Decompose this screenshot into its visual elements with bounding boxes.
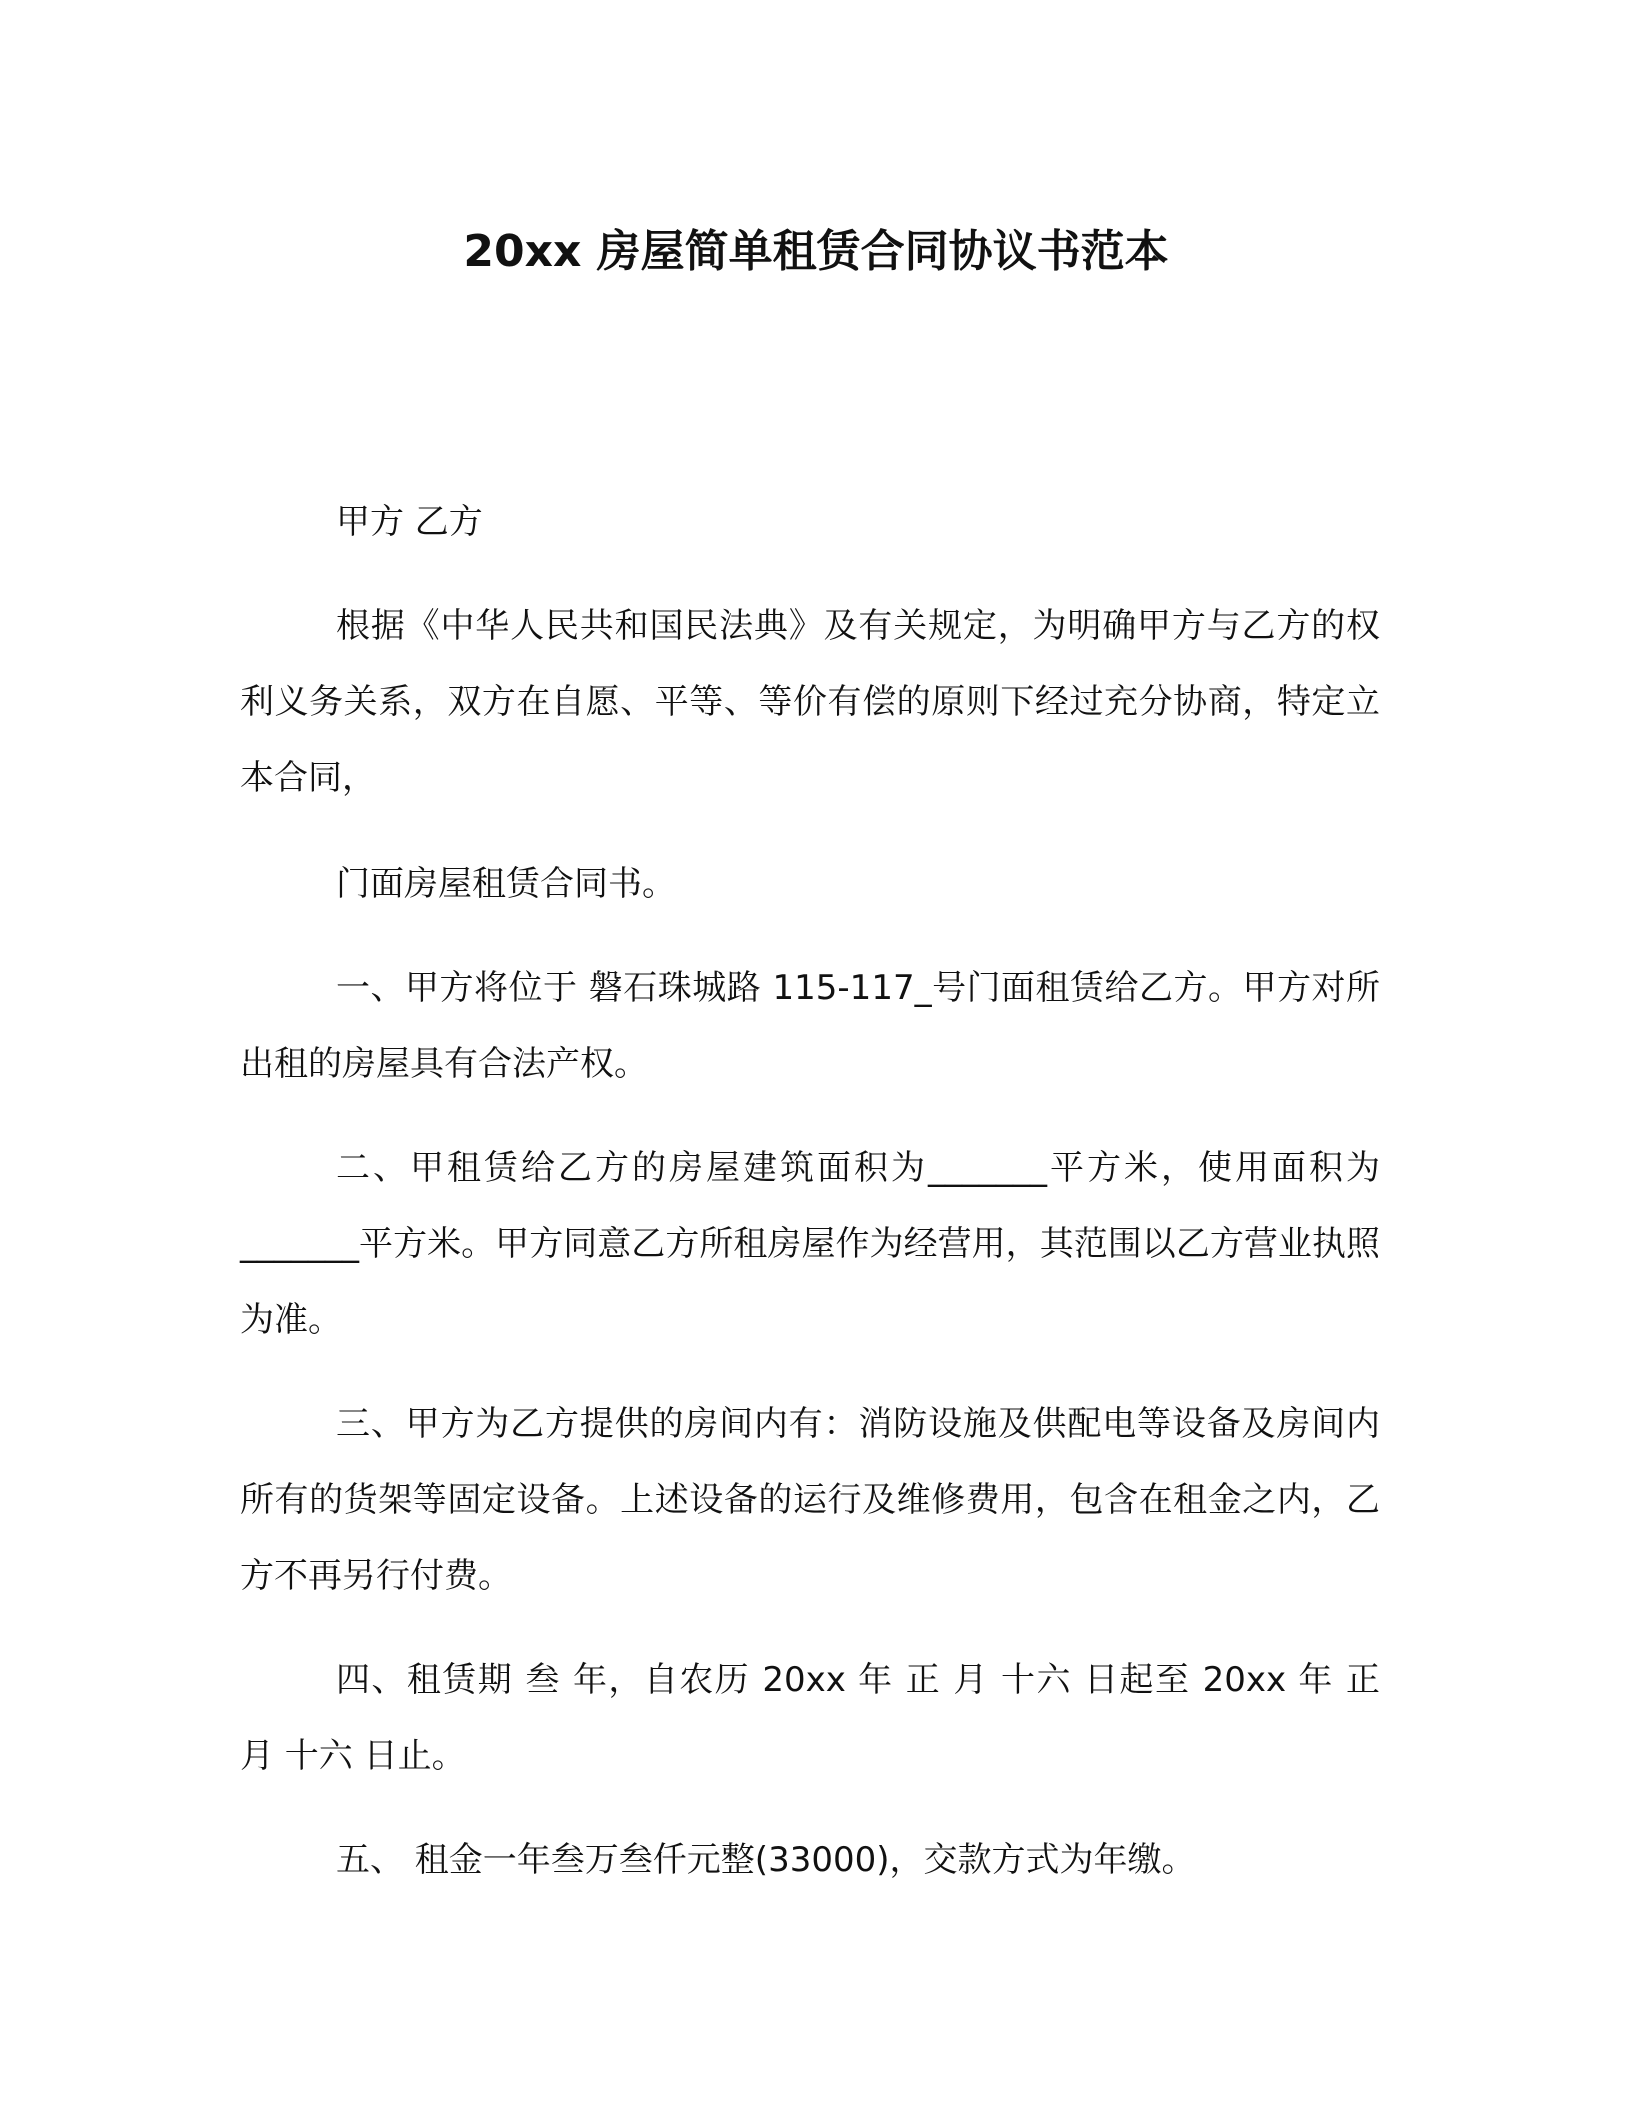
clause-4: 四、租赁期 叁 年，自农历 20xx 年 正 月 十六 日起至 20xx 年 正 月 十六 日止。	[240, 1660, 1380, 1776]
document-title: 20xx 房屋简单租赁合同协议书范本	[463, 226, 1169, 277]
parties-line: 甲方 乙方	[336, 502, 483, 542]
clause-3: 三、甲方为乙方提供的房间内有：消防设施及供配电等设备及房间内所有的货架等固定设备。上述设备的运行及维修费用，包含在租金之内，乙方不再另行付费。	[240, 1404, 1380, 1596]
clause-1: 一、甲方将位于 磐石珠城路 115-117_号门面租赁给乙方。甲方对所出租的房屋具有合法产权。	[240, 968, 1380, 1084]
contract-heading: 门面房屋租赁合同书。	[336, 864, 676, 904]
clause-5: 五、 租金一年叁万叁仟元整(33000)，交款方式为年缴。	[336, 1840, 1196, 1880]
clause-2: 二、甲租赁给乙方的房屋建筑面积为_______平方米，使用面积为_______平方米。甲方同意乙方所租房屋作为经营用，其范围以乙方营业执照为准。	[240, 1148, 1380, 1340]
intro-paragraph: 根据《中华人民共和国民法典》及有关规定，为明确甲方与乙方的权利义务关系，双方在自愿、平等、等价有偿的原则下经过充分协商，特定立本合同，	[240, 606, 1380, 798]
